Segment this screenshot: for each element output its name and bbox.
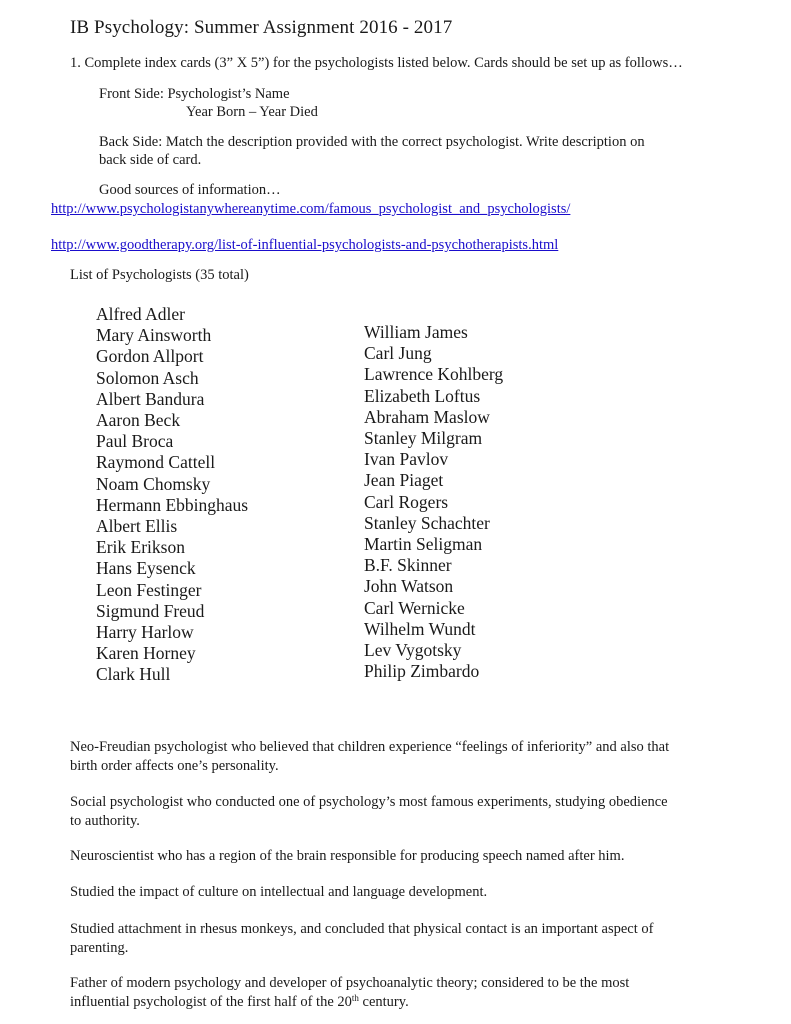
description-2 [70, 793, 760, 831]
description-1 [70, 738, 760, 776]
description-6-line-2-end: century. [358, 994, 409, 1010]
psychologist-name: Solomon Asch [96, 367, 199, 388]
psychologist-name: Leon Festinger [96, 579, 202, 600]
front-side-year-line: Year Born – Year Died [186, 104, 318, 120]
description-6-line-2-text: influential psychologist of the first half of the 20 [70, 994, 352, 1010]
description-6 [70, 974, 760, 1012]
psychologist-name: Erik Erikson [96, 537, 185, 558]
psychologist-name: Aaron Beck [96, 410, 181, 431]
description-1-line-1: Neo-Freudian psychologist who believed that children experience “feelings of inferiority” and also that [70, 739, 670, 755]
psychologist-name: Hermann Ebbinghaus [96, 494, 249, 515]
psychologist-name: Stanley Milgram [364, 428, 483, 449]
psychologist-name: Clark Hull [96, 664, 171, 685]
source-link-1[interactable]: http://www.psychologistanywhereanytime.com/famous_psychologist_and_psychologists/ [51, 201, 571, 217]
page-title: IB Psychology: Summer Assignment 2016 - 2017 [70, 17, 453, 38]
description-3 [70, 847, 760, 866]
psychologist-name: Philip Zimbardo [364, 661, 480, 682]
description-5-line-2: parenting. [70, 940, 129, 956]
psychologist-name: B.F. Skinner [364, 555, 452, 576]
description-5-line-1: Studied attachment in rhesus monkeys, and concluded that physical contact is an important aspect of [70, 921, 654, 937]
psychologist-name: Stanley Schachter [364, 512, 490, 533]
psychologist-name: Karen Horney [96, 643, 196, 664]
psychologist-name: Noam Chomsky [96, 473, 211, 494]
psychologist-name: Ivan Pavlov [364, 449, 449, 470]
description-2-line-2: to authority. [70, 813, 140, 829]
psychologist-name: Albert Bandura [96, 388, 205, 409]
psychologist-name: Lev Vygotsky [364, 640, 462, 661]
list-heading: List of Psychologists (35 total) [70, 267, 249, 283]
sources-label: Good sources of information… [99, 182, 281, 198]
psychologist-name: Hans Eysenck [96, 558, 196, 579]
description-1-line-2: birth order affects one’s personality. [70, 758, 279, 774]
psychologist-name: Elizabeth Loftus [364, 385, 481, 406]
description-4 [70, 883, 760, 902]
psychologist-name: Carl Wernicke [364, 597, 465, 618]
psychologist-name: John Watson [364, 576, 454, 597]
psychologist-list-left [96, 304, 248, 686]
psychologist-name: Carl Rogers [364, 491, 449, 512]
front-side-label: Front Side: Psychologist’s Name [99, 86, 290, 102]
psychologist-name: Abraham Maslow [364, 406, 490, 427]
psychologist-name: Albert Ellis [96, 516, 178, 537]
psychologist-name: Sigmund Freud [96, 600, 205, 621]
psychologist-name: Jean Piaget [364, 470, 444, 491]
description-2-line-1: Social psychologist who conducted one of psychology’s most famous experiments, studying obedience [70, 794, 668, 810]
ordinal-suffix: th [351, 993, 359, 1003]
description-5 [70, 920, 760, 958]
back-side-line-1: Back Side: Match the description provided with the correct psychologist. Write description on [99, 134, 645, 150]
description-6-line-1: Father of modern psychology and developer of psychoanalytic theory; considered to be the most [70, 975, 630, 991]
psychologist-name: Mary Ainsworth [96, 325, 212, 346]
description-3-line-1: Neuroscientist who has a region of the brain responsible for producing speech named after him. [70, 848, 625, 864]
instruction-1: 1. Complete index cards (3” X 5”) for the psychologists listed below. Cards should be set up as follows… [70, 55, 683, 71]
psychologist-name: Gordon Allport [96, 346, 204, 367]
psychologist-name: Harry Harlow [96, 622, 194, 643]
source-link-2[interactable]: http://www.goodtherapy.org/list-of-influential-psychologists-and-psychotherapists.html [51, 237, 559, 253]
psychologist-name: Paul Broca [96, 431, 174, 452]
psychologist-name: Martin Seligman [364, 534, 483, 555]
psychologist-list-right [364, 322, 503, 682]
psychologist-name: Wilhelm Wundt [364, 618, 476, 639]
description-6-line-2 [70, 993, 760, 1012]
psychologist-name: Alfred Adler [96, 304, 185, 324]
description-4-line-1: Studied the impact of culture on intellectual and language development. [70, 884, 488, 900]
psychologist-name: William James [364, 322, 468, 342]
psychologist-name: Lawrence Kohlberg [364, 364, 504, 385]
psychologist-name: Raymond Cattell [96, 452, 216, 473]
back-side-line-2: back side of card. [99, 152, 202, 168]
psychologist-name: Carl Jung [364, 343, 432, 364]
